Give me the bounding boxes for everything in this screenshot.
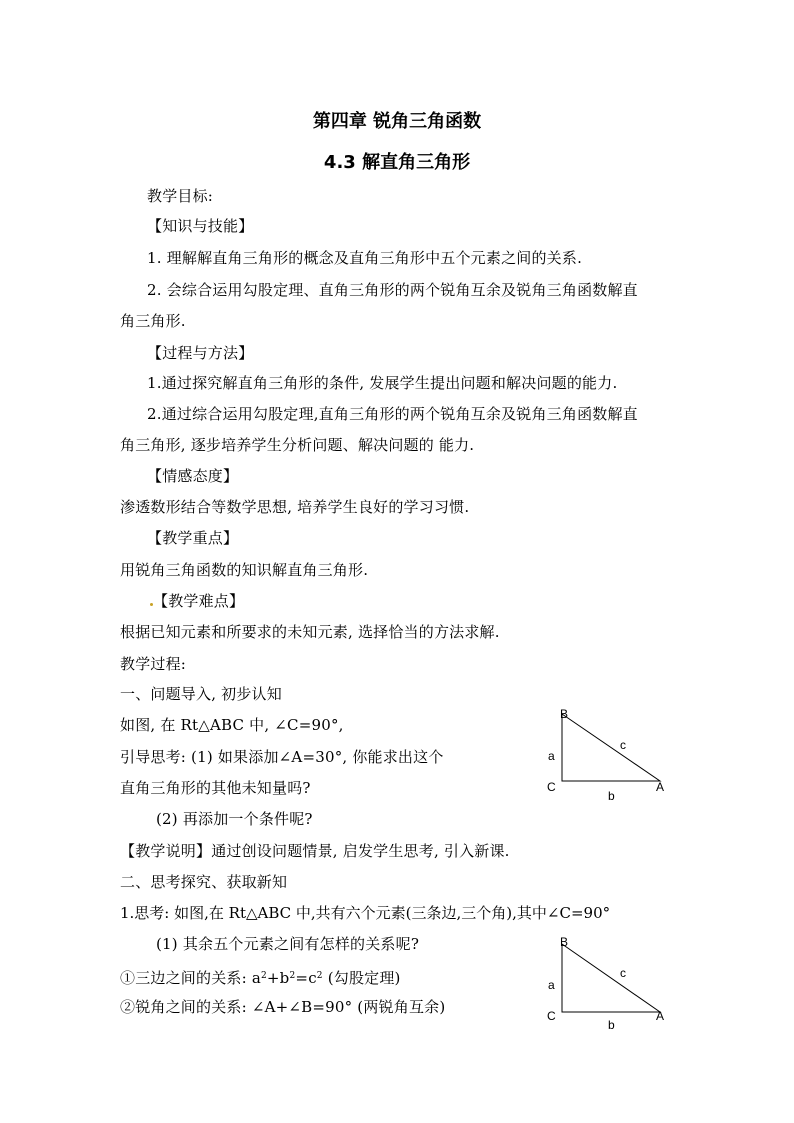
knowledge-item-2: 2. 会综合运用勾股定理、直角三角形的两个锐角互余及锐角三角函数解直 <box>147 281 638 299</box>
process-item-2-cont: 角三角形, 逐步培养学生分析问题、解决问题的 能力. <box>120 436 475 454</box>
difficulty-heading: 【教学难点】 <box>153 592 245 610</box>
vertex-label-b: B <box>560 935 569 949</box>
process-method-heading: 【过程与方法】 <box>147 344 254 362</box>
angle-relation: ②锐角之间的关系: ∠A+∠B=90° (两锐角互余) <box>120 998 446 1016</box>
part2-question: (1) 其余五个元素之间有怎样的关系呢? <box>156 935 420 953</box>
vertex-label-b: B <box>560 707 569 721</box>
triangle-figure-1 <box>540 704 675 804</box>
attitude-heading: 【情感态度】 <box>147 467 239 485</box>
part2-heading: 二、思考探究、获取新知 <box>120 873 288 891</box>
part1-intro: 如图, 在 Rt△ABC 中, ∠C=90°, <box>120 716 344 734</box>
vertex-label-c: C <box>547 780 556 794</box>
vertex-label-a: A <box>656 1009 665 1023</box>
teaching-goals-heading: 教学目标: <box>147 187 214 205</box>
section-title: 4.3 解直角三角形 <box>323 152 471 173</box>
side-label-a: a <box>548 978 555 992</box>
key-point-heading: 【教学重点】 <box>147 529 239 547</box>
side-label-a: a <box>548 749 555 763</box>
side-label-b: b <box>608 1018 615 1032</box>
key-point-item: 用锐角三角函数的知识解直角三角形. <box>120 561 369 579</box>
side-label-b: b <box>608 789 615 803</box>
part1-heading: 一、问题导入, 初步认知 <box>120 685 282 703</box>
vertex-label-a: A <box>656 780 665 794</box>
part2-think: 1.思考: 如图,在 Rt△ABC 中,共有六个元素(三条边,三个角),其中∠C=90° <box>120 904 611 922</box>
knowledge-item-2-cont: 角三角形. <box>120 312 186 330</box>
vertex-label-c: C <box>547 1009 556 1023</box>
knowledge-skills-heading: 【知识与技能】 <box>147 217 254 235</box>
triangle-figure-2 <box>540 932 675 1032</box>
part1-question-2: (2) 再添加一个条件呢? <box>156 810 313 828</box>
knowledge-item-1: 1. 理解解直角三角形的概念及直角三角形中五个元素之间的关系. <box>147 249 583 267</box>
side-label-c: c <box>620 738 626 752</box>
teaching-process-label: 教学过程: <box>120 655 187 673</box>
triangle-outline-2 <box>562 944 660 1012</box>
process-item-1: 1.通过探究解直角三角形的条件, 发展学生提出问题和解决问题的能力. <box>147 374 618 392</box>
teaching-note: 【教学说明】通过创设问题情景, 启发学生思考, 引入新课. <box>120 842 510 860</box>
part1-question-1: 引导思考: (1) 如果添加∠A=30°, 你能求出这个 <box>120 748 444 766</box>
attitude-item: 渗透数形结合等数学思想, 培养学生良好的学习习惯. <box>120 498 470 516</box>
chapter-title: 第四章 锐角三角函数 <box>312 111 482 132</box>
part1-question-1-cont: 直角三角形的其他未知量吗? <box>120 779 311 797</box>
process-item-2: 2.通过综合运用勾股定理,直角三角形的两个锐角互余及锐角三角函数解直 <box>147 405 638 423</box>
difficulty-item: 根据已知元素和所要求的未知元素, 选择恰当的方法求解. <box>120 623 500 641</box>
triangle-outline-1 <box>562 714 660 781</box>
side-label-c: c <box>620 966 626 980</box>
pythagorean-relation: ①三边之间的关系: $a^2+b^2=c^2$ (勾股定理) <box>120 969 401 987</box>
